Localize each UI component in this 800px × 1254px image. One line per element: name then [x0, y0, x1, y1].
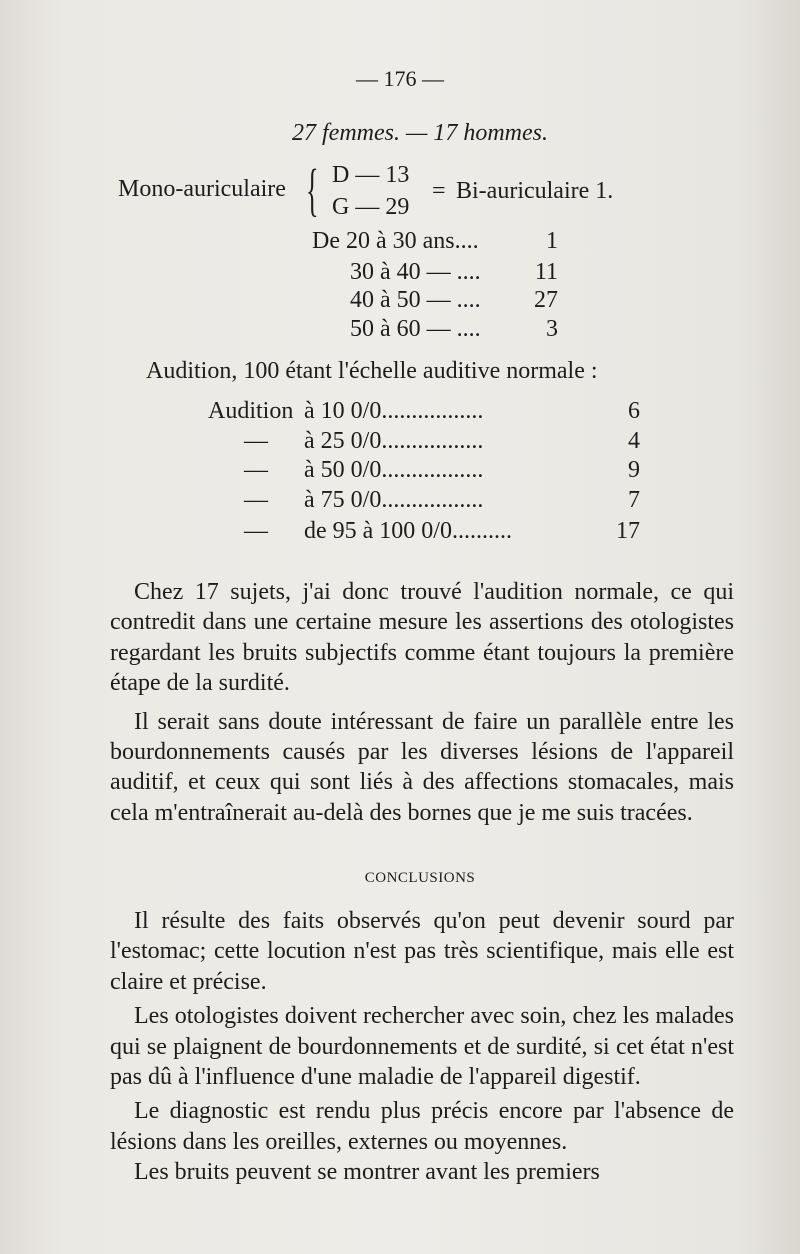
age-range: 40 à 50 — ....: [350, 287, 481, 313]
audition-level: à 10 0/0.................: [304, 398, 484, 424]
age-count: 1: [546, 228, 558, 254]
audition-row: [208, 487, 640, 514]
equals-sign: =: [432, 178, 446, 204]
audition-lead: —: [244, 487, 268, 513]
paragraph: Le diagnostic est rendu plus précis encore par l'absence de lésions dans les oreilles, externes ou moyennes.: [110, 1098, 734, 1155]
audition-row: [208, 457, 640, 484]
paragraph: Les otologistes doivent rechercher avec soin, chez les malades qui se plaignent de bourdonnements et de surdité, si cet état n'est pas dû à l'influence d'une maladie de l'appareil digestif.: [110, 1003, 734, 1091]
age-range: De 20 à 30 ans....: [312, 228, 479, 254]
audition-level: de 95 à 100 0/0..........: [304, 518, 512, 544]
age-count: 27: [534, 287, 558, 313]
age-count: 11: [534, 259, 558, 285]
audition-lead: —: [244, 457, 268, 483]
left-ear-count: G — 29: [332, 194, 410, 220]
patient-count-line: 27 femmes. — 17 hommes.: [292, 120, 548, 146]
mono-auriculaire-label: Mono-auriculaire: [118, 176, 286, 202]
bi-auriculaire-count: Bi-auriculaire 1.: [456, 178, 614, 204]
audition-level: à 25 0/0.................: [304, 428, 484, 454]
audition-lead: —: [244, 428, 268, 454]
brace-symbol: {: [306, 157, 319, 222]
audition-lead: —: [244, 518, 268, 544]
paragraph: Les bruits peuvent se montrer avant les premiers: [134, 1159, 600, 1186]
audition-row: [208, 518, 640, 545]
audition-row: [208, 398, 640, 425]
audition-level: à 50 0/0.................: [304, 457, 484, 483]
discussion-text: [110, 577, 734, 828]
audition-count: 17: [616, 518, 640, 544]
audition-lead: Audition: [208, 398, 294, 424]
right-ear-count: D — 13: [332, 162, 410, 188]
audition-count: 6: [628, 398, 640, 424]
age-range: 30 à 40 — ....: [350, 259, 481, 285]
audition-intro: Audition, 100 étant l'échelle auditive normale :: [146, 358, 598, 384]
audition-count: 7: [628, 487, 640, 513]
age-row: [350, 259, 558, 286]
paragraph: Il résulte des faits observés qu'on peut devenir sourd par l'estomac; cette locution n'est pas très scientifique, mais elle est claire et précise.: [110, 908, 734, 995]
age-count: 3: [546, 316, 558, 342]
paragraph: Il serait sans doute intéressant de faire un parallèle entre les bourdonnements causés par les diverses lésions de l'appareil auditif, et ceux qui sont liés à des affections stomacales, mais cela m'entraînerait au-delà des bornes que je me suis tracées.: [110, 708, 734, 826]
paragraph: Chez 17 sujets, j'ai donc trouvé l'audition normale, ce qui contredit dans une certaine mesure les assertions des otologistes regardant les bruits subjectifs comme étant toujours la première étape de la surdité.: [110, 579, 734, 697]
audition-level: à 75 0/0.................: [304, 487, 484, 513]
audition-row: [208, 428, 640, 455]
age-row: [312, 228, 558, 255]
age-row: [350, 287, 558, 314]
page-number: — 176 —: [356, 66, 444, 91]
conclusions-heading: CONCLUSIONS: [364, 870, 476, 886]
age-row: [350, 316, 558, 343]
conclusions-text: [110, 906, 734, 1188]
audition-count: 4: [628, 428, 640, 454]
audition-count: 9: [628, 457, 640, 483]
age-range: 50 à 60 — ....: [350, 316, 481, 342]
